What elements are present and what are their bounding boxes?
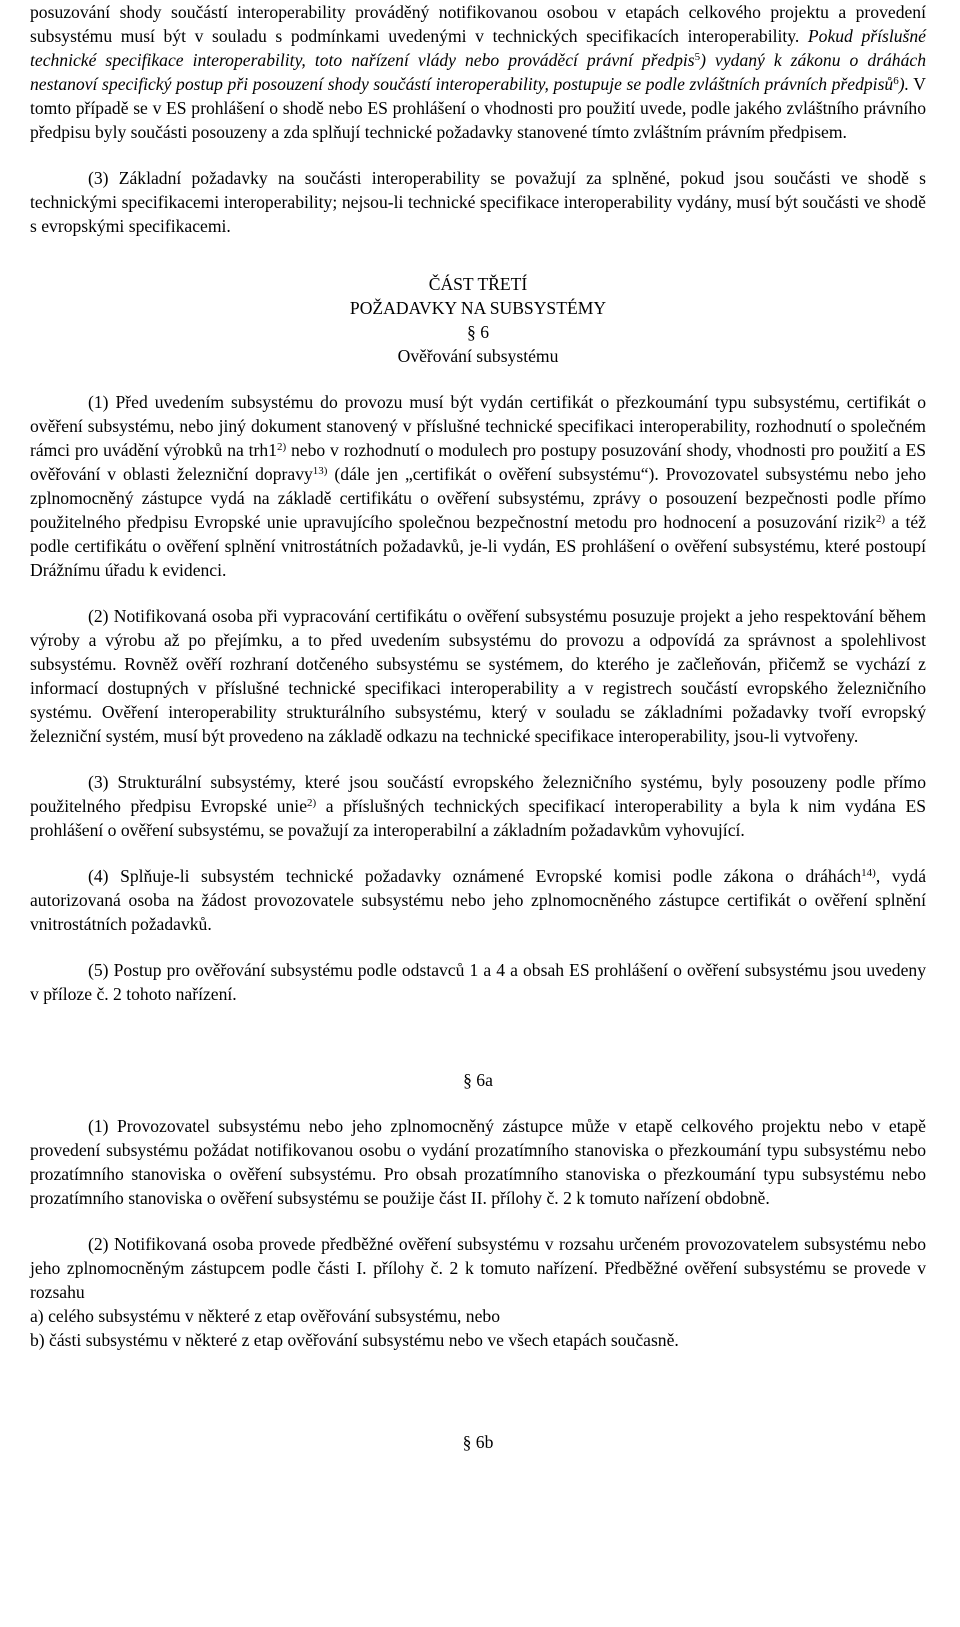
part-heading bbox=[30, 272, 926, 368]
intro-text: posuzování shody součástí interoperability prováděný notifikovanou osobou v etapách celkového projektu a provedení subsystému musí být v souladu s podmínkami uvedenými v technických specifikacích interoperability. bbox=[30, 2, 926, 46]
footnote-ref-2: 2) bbox=[277, 441, 287, 453]
intro-italic-end: ). bbox=[898, 74, 909, 94]
part-label: ČÁST TŘETÍ bbox=[428, 274, 528, 294]
section-6a-title: § 6a bbox=[463, 1070, 493, 1090]
footnote-ref-2b: 2) bbox=[875, 513, 886, 525]
list-item-b: b) části subsystému v některé z etap ověřování subsystému nebo ve všech etapách současně. bbox=[30, 1330, 679, 1350]
intro-italic-text-2: ) vydaný k zákonu o dráhách nestanoví specifický postup při posouzení shody součástí interoperability, postupuje se podle zvláštních právních předpisů bbox=[30, 50, 926, 94]
section6-paragraph-3 bbox=[30, 770, 926, 842]
intro-paragraph bbox=[30, 0, 926, 144]
s6-p4-text-a: (4) Splňuje-li subsystém technické požadavky oznámené Evropské komisi podle zákona o dráhách bbox=[88, 866, 862, 886]
section-title: Ověřování subsystému bbox=[397, 346, 559, 366]
list-item-a: a) celého subsystému v některé z etap ověřování subsystému, nebo bbox=[30, 1306, 501, 1326]
s6-p4-text-b: , vydá autorizovaná osoba na žádost provozovatele subsystému nebo jeho zplnomocněného zástupce certifikát o ověření splnění vnitrostátních požadavků. bbox=[30, 866, 926, 934]
s6-p1-text-a: (1) Před uvedením subsystému do provozu musí být vydán certifikát o přezkoumání typu subsystému, certifikát o ověření subsystému, nebo jiný dokument stanovený v příslušné technické specifikaci interoperability, rozhodnutí o společném rámci pro uvádění výrobků na trh1 bbox=[30, 392, 926, 460]
s6-p1-text-c: (dále jen „certifikát o ověření subsystému“). Provozovatel subsystému nebo jeho zplnomocněný zástupce vydá na základě certifikátu o ověření subsystému, zprávy o posouzení bezpečnosti podle přímo použitelného předpisu Evropské unie upravujícího společnou bezpečnostní metodu pro hodnocení a posuzování rizik bbox=[30, 464, 927, 532]
section-number: § 6 bbox=[467, 322, 489, 342]
section6-paragraph-2: (2) Notifikovaná osoba při vypracování certifikátu o ověření subsystému posuzuje projekt a jeho respektování během výroby a výrobu až po přejímku, a to před uvedením subsystému do provozu a odpovídá za správnost a spolehlivost subsystému. Rovněž ověří rozhraní dotčeného subsystému se systémem, do kterého je začleňován, přičemž se vychází z informací dostupných v příslušné technické specifikaci interoperability a v registrech součástí evropského železničního systému. Ověření interoperability strukturálního subsystému, který v souladu se základními požadavky tvoří evropský železniční systém, musí být provedeno na základě odkazu na technické specifikace interoperability, jsou-li vytvořeny. bbox=[30, 606, 926, 746]
footnote-ref-6: 6 bbox=[893, 75, 899, 87]
section6a-paragraph-2: (2) Notifikovaná osoba provede předběžné ověření subsystému v rozsahu určeném provozovatelem subsystému nebo jeho zplnomocněným zástupcem podle části I. přílohy č. 2 k tomuto nařízení. Předběžné ověření subsystému se provede v rozsahu bbox=[30, 1234, 926, 1302]
paragraph-3: (3) Základní požadavky na součásti interoperability se považují za splněné, pokud jsou součásti ve shodě s technickými specifikacemi interoperability; nejsou-li technické specifikace interoperability vydány, musí být součásti ve shodě s evropskými specifikacemi. bbox=[30, 168, 926, 236]
section6a-paragraph-1: (1) Provozovatel subsystému nebo jeho zplnomocněný zástupce může v etapě celkového projektu nebo v etapě provedení subsystému požádat notifikovanou osobu o vydání prozatímního stanoviska o přezkoumání typu subsystému nebo prozatímního stanoviska o ověření subsystému. Pro obsah prozatímního stanoviska o přezkoumání typu subsystému nebo prozatímního stanoviska o ověření subsystému se použije část II. přílohy č. 2 k tomuto nařízení obdobně. bbox=[30, 1116, 926, 1208]
footnote-ref-2c: 2) bbox=[307, 797, 317, 809]
s6-p1-text-d: a též podle certifikátu o ověření splnění vnitrostátních požadavků, je-li vydán, ES prohlášení o ověření subsystému, které postoupí Drážnímu úřadu k evidenci. bbox=[30, 512, 926, 580]
footnote-ref-13: 13) bbox=[312, 465, 328, 477]
intro-rest-text: V tomto případě se v ES prohlášení o shodě nebo ES prohlášení o vhodnosti pro použití uvede, podle jakého zvláštního právního předpisu byly součásti posouzeny a zda splňují technické požadavky stanovené tímto zvláštním právním předpisem. bbox=[30, 74, 926, 142]
section-6b-title: § 6b bbox=[462, 1432, 494, 1452]
intro-italic-text: Pokud příslušné technické specifikace interoperability, toto nařízení vlády nebo prováděcí právní předpis bbox=[30, 26, 926, 70]
section6-paragraph-4 bbox=[30, 864, 926, 936]
s6-p3-text-b: a příslušných technických specifikací interoperability a byla k nim vydána ES prohlášení o ověření subsystému, se považují za interoperabilní a základním požadavkům vyhovující. bbox=[30, 796, 926, 840]
section6-paragraph-1 bbox=[30, 390, 926, 582]
footnote-ref-14: 14) bbox=[861, 867, 876, 879]
section6-paragraph-5: (5) Postup pro ověřování subsystému podle odstavců 1 a 4 a obsah ES prohlášení o ověření subsystému jsou uvedeny v příloze č. 2 tohoto nařízení. bbox=[30, 960, 926, 1004]
s6-p1-text-b: nebo v rozhodnutí o modulech pro postupy posuzování shody, vhodnosti pro použití a ES ověřování v oblasti železniční dopravy bbox=[30, 440, 926, 484]
footnote-ref-5: 5 bbox=[694, 51, 701, 63]
part-title: POŽADAVKY NA SUBSYSTÉMY bbox=[349, 298, 607, 318]
s6-p3-text-a: (3) Strukturální subsystémy, které jsou součástí evropského železničního systému, byly posouzeny podle přímo použitelného předpisu Evropské unie bbox=[30, 772, 926, 816]
